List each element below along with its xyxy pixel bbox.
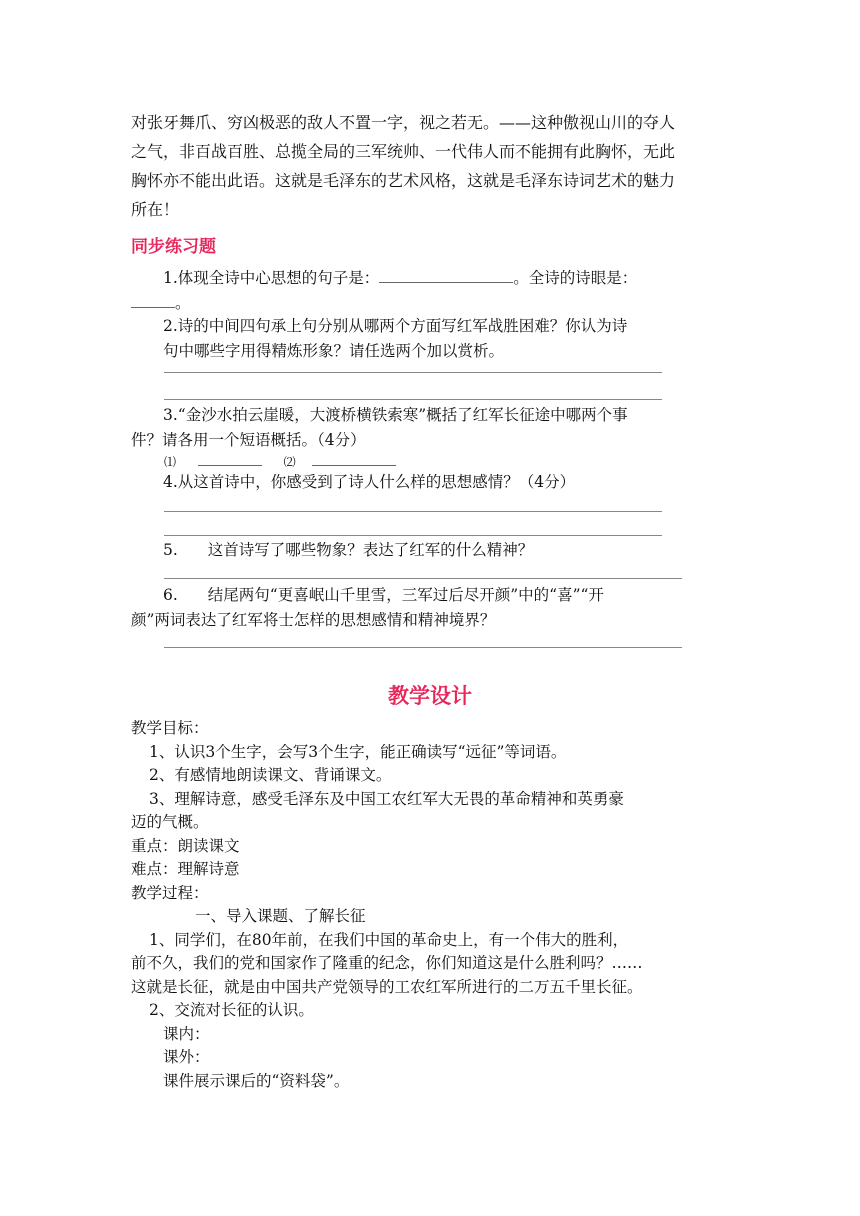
question-text: 1.体现全诗中心思想的句子是： <box>163 269 380 287</box>
design-body <box>131 717 736 1093</box>
answer-blank[interactable] <box>131 293 175 308</box>
answer-blank[interactable] <box>198 455 262 466</box>
step-text: 这就是长征，就是由中国共产党领导的工农红军所进行的二万五千里长征。 <box>131 977 643 996</box>
intro-line: 所在！ <box>131 200 180 219</box>
inside-label: 课内： <box>163 1024 210 1043</box>
goals-label: 教学目标： <box>131 719 209 737</box>
step-text: 2、交流对长征的认识。 <box>149 1001 314 1019</box>
question-3 <box>131 403 731 453</box>
step-heading: 一、导入课题、了解长征 <box>195 907 366 925</box>
design-title: 教学设计 <box>388 684 472 708</box>
question-5 <box>131 538 731 563</box>
question-text: 4.从这首诗中，你感受到了诗人什么样的思想感情？（4分） <box>163 473 576 491</box>
goal-item: 3、理解诗意，感受毛泽东及中国工农红军大无畏的革命精神和英勇豪 <box>149 789 624 808</box>
answer-blank[interactable] <box>379 268 513 283</box>
goal-item: 1、认识3个生字，会写3个生字，能正确读写“远征”等词语。 <box>149 742 567 761</box>
question-text: 句中哪些字用得精炼形象？请任选两个加以赏析。 <box>163 342 505 360</box>
question-number: 6. <box>163 586 178 604</box>
question-text: 。 <box>175 294 191 312</box>
answer-line[interactable] <box>164 511 662 512</box>
difficulty-point: 难点：理解诗意 <box>131 860 240 878</box>
intro-line: 之气，非百战百胜、总揽全局的三军统帅、一代伟人而不能拥有此胸怀，无此 <box>131 142 676 161</box>
question-text: 结尾两句“更喜岷山千里雪，三军过后尽开颜”中的“喜”“开 <box>207 586 604 604</box>
question-text: 。全诗的诗眼是： <box>513 269 638 287</box>
answer-line[interactable] <box>164 372 662 373</box>
answer-marker: ⑴ <box>164 455 177 469</box>
show-text: 课件展示课后的“资料袋”。 <box>163 1071 350 1090</box>
question-6 <box>131 583 731 633</box>
question-text: 2.诗的中间四句承上句分别从哪两个方面写红军战胜困难？你认为诗 <box>163 317 628 335</box>
question-2 <box>131 314 731 364</box>
question-text: 颜”两词表达了红军将士怎样的思想感情和精神境界？ <box>131 611 496 629</box>
question-4 <box>131 470 731 495</box>
question-text: 件？请各用一个短语概括。（4分） <box>131 431 366 449</box>
goal-item-cont: 迈的气概。 <box>131 813 209 831</box>
question-number: 5. <box>163 541 178 559</box>
goal-item: 2、有感情地朗读课文、背诵课文。 <box>149 766 392 784</box>
intro-paragraph <box>131 108 731 224</box>
answer-blank[interactable] <box>312 455 396 466</box>
question-text: 这首诗写了哪些物象？表达了红军的什么精神？ <box>207 541 534 559</box>
outside-label: 课外： <box>163 1048 210 1066</box>
answer-line[interactable] <box>164 535 662 536</box>
intro-line: 胸怀亦不能出此语。这就是毛泽东的艺术风格，这就是毛泽东诗词艺术的魅力 <box>131 171 676 190</box>
exercise-section-title: 同步练习题 <box>131 237 216 257</box>
intro-line: 对张牙舞爪、穷凶极恶的敌人不置一字，视之若无。——这种傲视山川的夺人 <box>131 113 676 132</box>
key-point: 重点：朗读课文 <box>131 836 240 855</box>
question-text: 3.“金沙水拍云崖暖，大渡桥横铁索寒”概括了红军长征途中哪两个事 <box>163 406 628 424</box>
answer-marker: ⑵ <box>283 455 296 469</box>
answer-line[interactable] <box>164 647 682 648</box>
step-text: 前不久，我们的党和国家作了隆重的纪念，你们知道这是什么胜利吗？…… <box>131 954 643 972</box>
process-label: 教学过程： <box>131 883 209 902</box>
answer-line[interactable] <box>164 399 662 400</box>
answer-line[interactable] <box>164 578 682 579</box>
step-text: 1、同学们，在80年前，在我们中国的革命史上，有一个伟大的胜利， <box>149 930 629 949</box>
question-1 <box>131 266 731 316</box>
